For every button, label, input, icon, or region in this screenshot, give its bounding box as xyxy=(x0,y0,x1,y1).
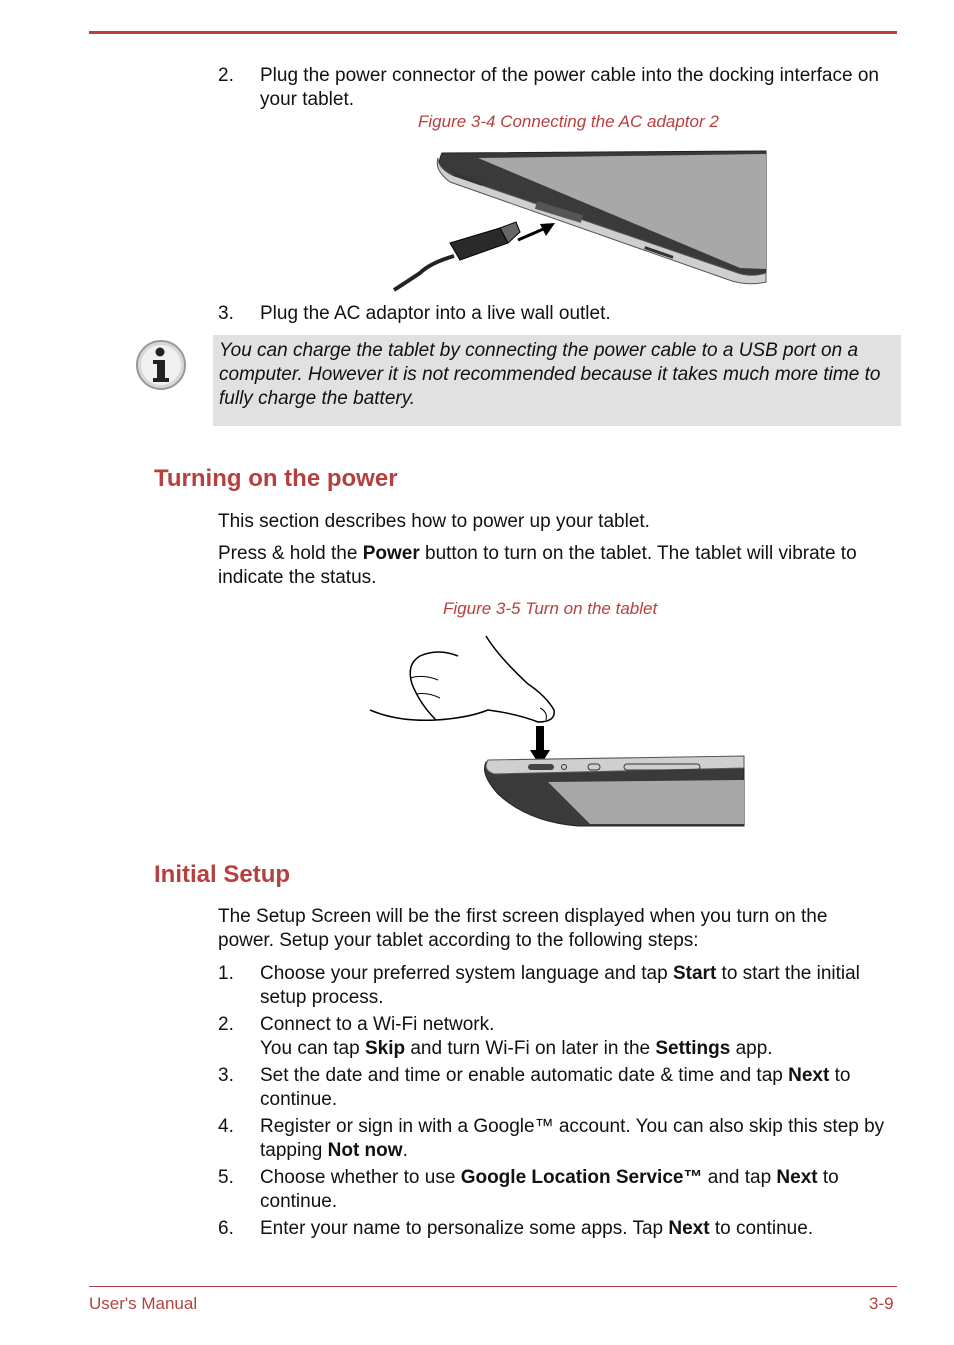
figure-caption: Figure 3-5 Turn on the tablet xyxy=(443,599,658,618)
paragraph: The Setup Screen will be the first screen displayed when you turn on the power. Setup your tablet according to the following steps: xyxy=(218,906,828,951)
bold-term: Next xyxy=(668,1218,710,1239)
text-run: Set the date and time or enable automatic date & time and tap xyxy=(260,1065,789,1086)
bold-term: Not now xyxy=(327,1140,403,1161)
figure-ac-adaptor-illustration xyxy=(390,148,768,293)
text-run: to continue. xyxy=(260,1065,851,1110)
header-rule xyxy=(89,31,897,34)
bold-term: Skip xyxy=(364,1038,406,1059)
footer-rule xyxy=(89,1286,897,1287)
paragraph: This section describes how to power up your tablet. xyxy=(218,511,650,532)
figure-power-button-illustration xyxy=(368,634,746,828)
section-heading: Initial Setup xyxy=(154,861,291,888)
text-run: button to turn on the tablet. The tablet will vibrate to indicate the status. xyxy=(218,543,857,588)
list-number: 2. xyxy=(218,65,234,86)
list-text: Plug the AC adaptor into a live wall outlet. xyxy=(260,303,611,324)
footer-title: User's Manual xyxy=(89,1294,198,1313)
text-run: and turn Wi-Fi on later in the xyxy=(405,1038,656,1059)
list-number: 1. xyxy=(218,963,234,984)
text-run: Press & hold the xyxy=(218,543,363,564)
list-text: Plug the power connector of the power cable into the docking interface on your tablet. xyxy=(260,65,879,110)
list-number: 2. xyxy=(218,1014,234,1035)
list-number: 5. xyxy=(218,1167,234,1188)
text-run: to continue. xyxy=(260,1167,839,1212)
text-run: to continue. xyxy=(709,1218,814,1239)
section-heading: Turning on the power xyxy=(154,465,398,492)
text-run: Enter your name to personalize some apps. Tap xyxy=(260,1218,669,1239)
list-number: 3. xyxy=(218,1065,234,1086)
text-run: Choose your preferred system language and tap xyxy=(260,963,673,984)
note-box xyxy=(213,335,901,426)
list-text xyxy=(260,1217,900,1241)
text-run: and tap xyxy=(702,1167,777,1188)
bold-term: Next xyxy=(776,1167,818,1188)
text-run: Choose whether to use xyxy=(260,1167,461,1188)
note-text: You can charge the tablet by connecting the power cable to a USB port on a computer. However it is not recommended because it takes much more time to fully charge the battery. xyxy=(219,340,881,409)
text-run: Register or sign in with a Google™ account. You can also skip this step by tapping xyxy=(260,1116,885,1161)
list-number: 6. xyxy=(218,1218,234,1239)
text-run: app. xyxy=(730,1038,773,1059)
list-text xyxy=(260,962,900,1010)
figure-caption: Figure 3-4 Connecting the AC adaptor 2 xyxy=(418,112,719,131)
text-run: Connect to a Wi-Fi network. xyxy=(260,1014,495,1035)
info-icon xyxy=(134,338,188,392)
bold-term: Settings xyxy=(655,1038,731,1059)
list-text xyxy=(260,1115,900,1163)
bold-term: Google Location Service™ xyxy=(460,1167,703,1188)
list-text xyxy=(260,1166,900,1214)
text-run: to start the initial setup process. xyxy=(260,963,860,1008)
list-text xyxy=(260,1013,900,1061)
text-run: You can tap xyxy=(260,1038,365,1059)
bold-term: Start xyxy=(672,963,717,984)
bold-term: Power xyxy=(362,543,420,564)
page-number: 3-9 xyxy=(869,1294,894,1313)
list-number: 4. xyxy=(218,1116,234,1137)
list-text xyxy=(260,1064,900,1112)
list-number: 3. xyxy=(218,303,234,324)
text-run: . xyxy=(402,1140,408,1161)
bold-term: Next xyxy=(788,1065,830,1086)
paragraph xyxy=(218,542,898,590)
